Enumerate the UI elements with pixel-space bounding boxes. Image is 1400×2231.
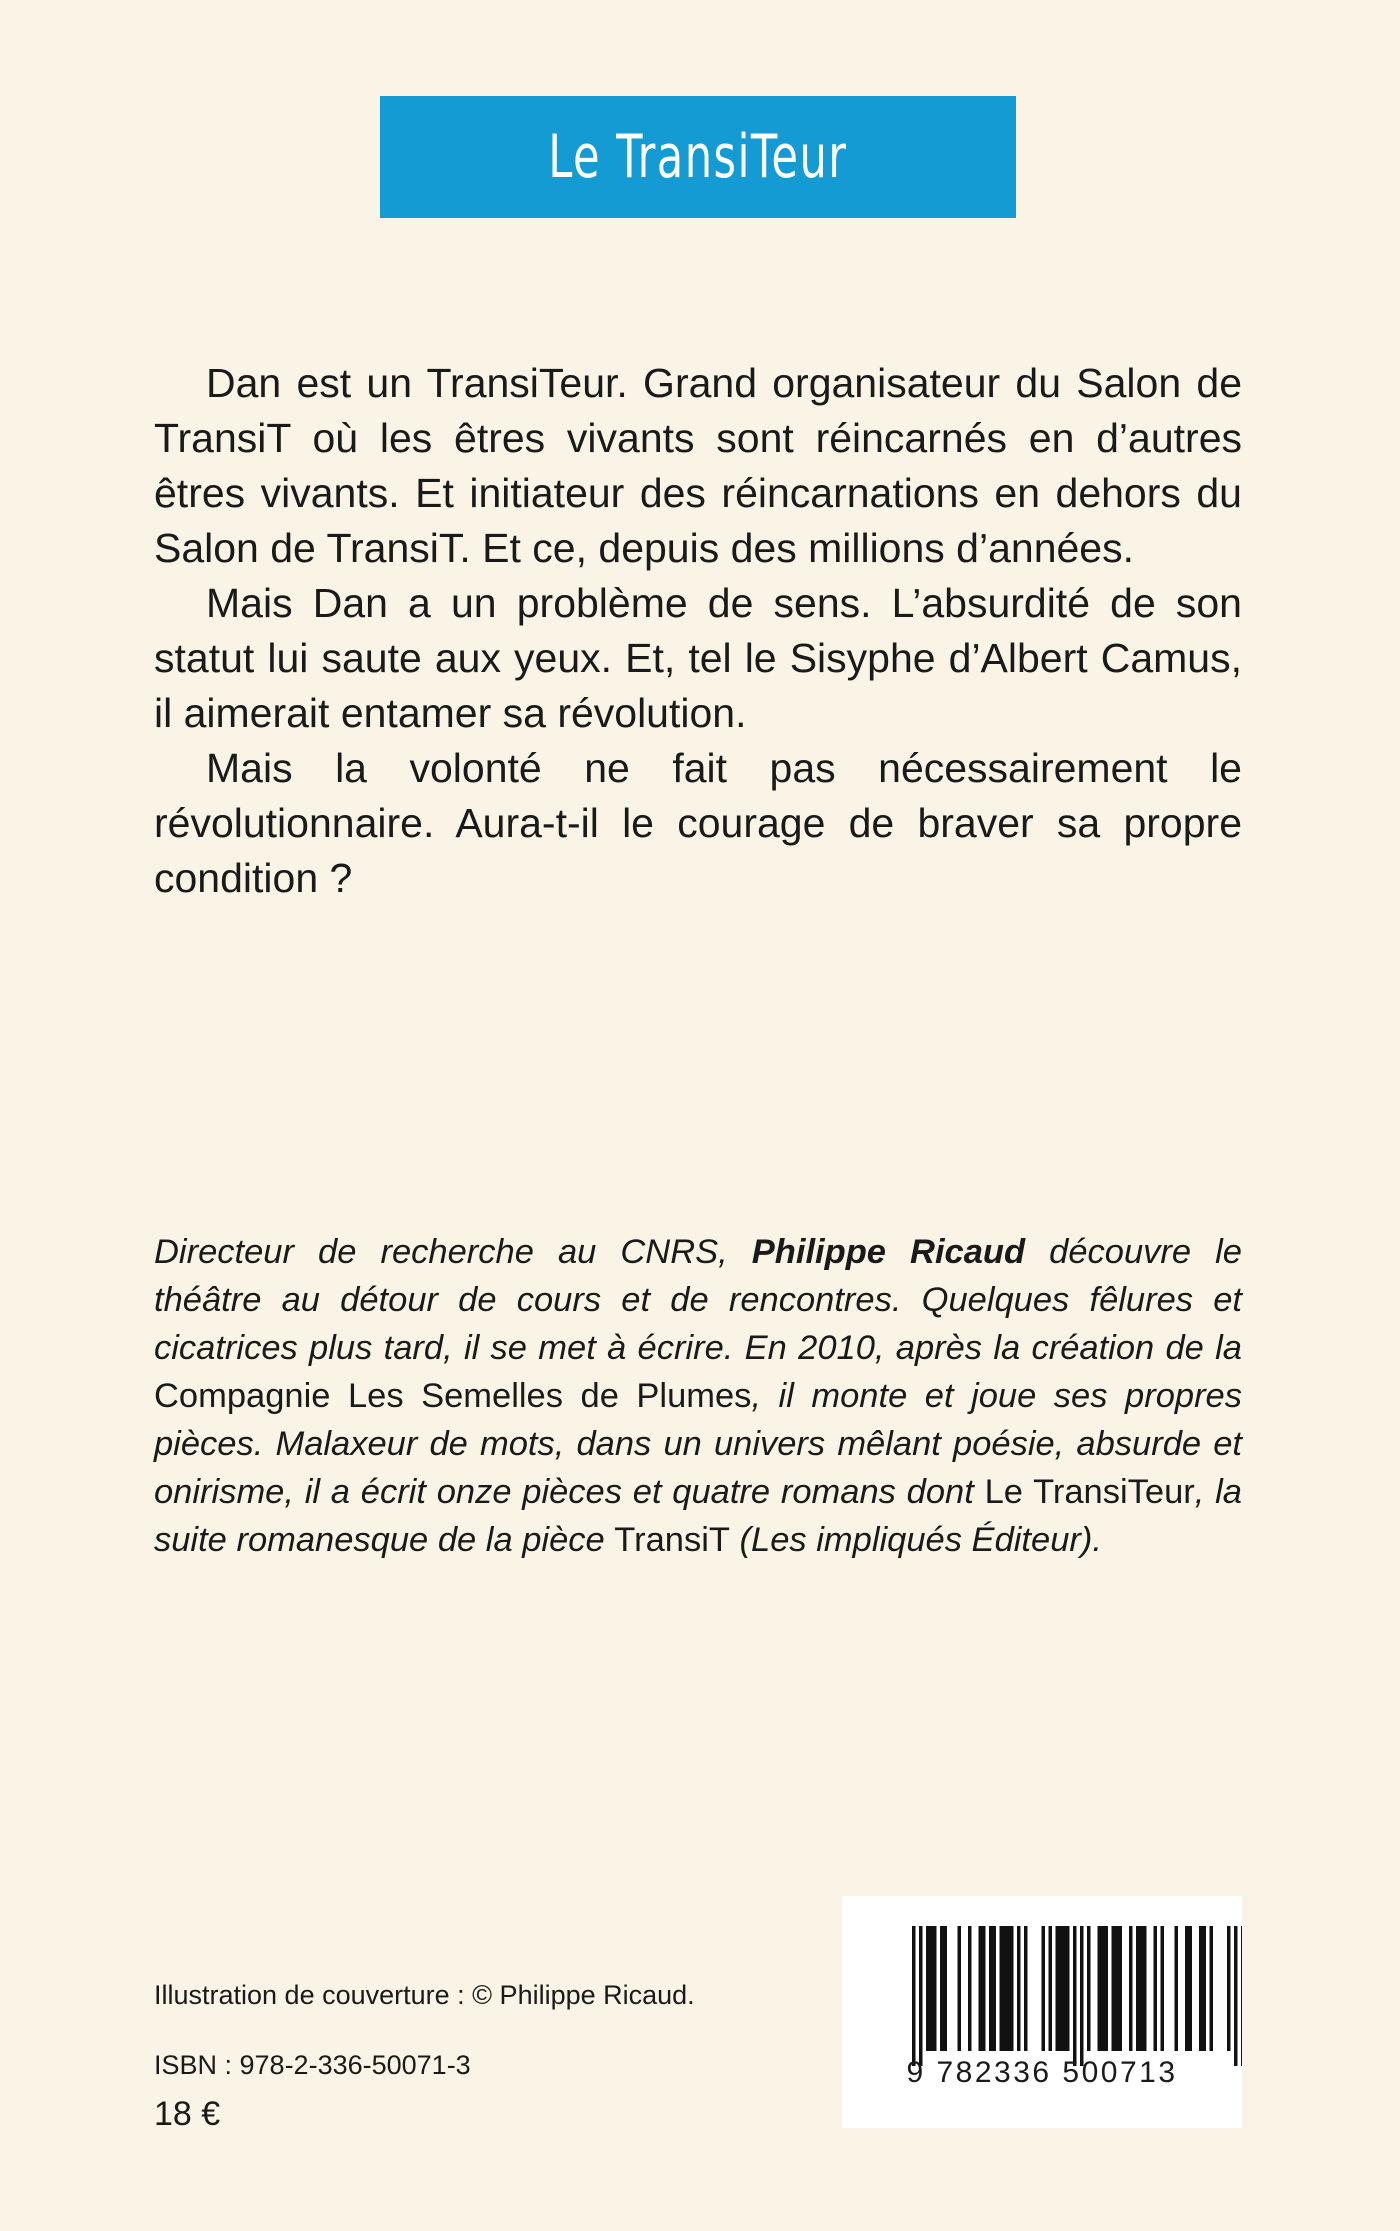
barcode-bar (1143, 1926, 1147, 2051)
illustration-credit: Illustration de couverture : © Philippe Ricaud. (154, 1980, 695, 2010)
barcode-bar (1080, 1926, 1084, 2066)
isbn: ISBN : 978-2-336-50071-3 (154, 2050, 471, 2080)
barcode-bar (993, 1926, 997, 2051)
barcode-bar (968, 1926, 972, 2051)
barcode-icon (842, 1896, 1242, 2128)
barcode-bar (1185, 1926, 1189, 2051)
barcode-bar (1042, 1926, 1046, 2051)
price: 18 € (154, 2095, 221, 2133)
barcode-bar (1199, 1926, 1203, 2051)
barcode-bar (1189, 1926, 1193, 2051)
barcode-bar (1161, 1926, 1165, 2051)
barcode-bar (1105, 1926, 1109, 2051)
barcode-bar (1101, 1926, 1105, 2051)
bio-text: (Les impliqués Éditeur). (729, 1521, 1102, 1559)
play-title-ref: TransiT (614, 1521, 730, 1559)
barcode-bar (1115, 1926, 1119, 2051)
company-name: Compagnie Les Semelles de Plumes (154, 1377, 752, 1415)
back-cover-summary (154, 356, 1242, 906)
barcode-bar (940, 1926, 944, 2051)
book-title-ref: Le TransiTeur (984, 1473, 1195, 1511)
book-title: Le TransiTeur (548, 122, 848, 192)
barcode (842, 1896, 1242, 2128)
barcode-bar (1056, 1926, 1060, 2051)
barcode-bar (912, 1926, 916, 2066)
barcode-bar (1227, 1926, 1231, 2051)
barcode-bar (1234, 1926, 1238, 2066)
barcode-bar (919, 1926, 923, 2066)
barcode-bar (1112, 1926, 1116, 2051)
barcode-bar (1087, 1926, 1091, 2051)
barcode-bar (1059, 1926, 1063, 2051)
bio-text: , il monte et joue ses propres pièces. Malaxeur de mots, dans un univers mêlant poésie, absurde et onirisme, il a écrit onze pièces et quatre romans dont (154, 1377, 1242, 1511)
bio-text: , la suite romanesque de la pièce (154, 1473, 1242, 1559)
barcode-bar (1000, 1926, 1004, 2051)
barcode-bar (1136, 1926, 1140, 2051)
barcode-bar (926, 1926, 930, 2051)
barcode-bar (1049, 1926, 1053, 2051)
bio-text: découvre le théâtre au détour de cours et de rencontres. Quelques fêlures et cicatrices plus tard, il se met à écrire. En 2010, après la création de la (154, 1233, 1242, 1367)
summary-paragraph: Mais Dan a un problème de sens. L’absurdité de son statut lui saute aux yeux. Et, tel le Sisyphe d’Albert Camus, il aimerait entamer sa révolution. (154, 580, 1242, 736)
barcode-bar (1154, 1926, 1158, 2051)
barcode-bar (982, 1926, 986, 2051)
barcode-bar (1063, 1926, 1067, 2051)
barcode-bar (933, 1926, 937, 2051)
barcode-bar (1003, 1926, 1007, 2051)
barcode-bar (1098, 1926, 1102, 2051)
barcode-bar (1017, 1926, 1021, 2051)
barcode-bar (979, 1926, 983, 2051)
author-name: Philippe Ricaud (751, 1233, 1026, 1271)
barcode-bar (1175, 1926, 1179, 2051)
title-band (380, 96, 1016, 218)
barcode-bar (1129, 1926, 1133, 2051)
summary-paragraph: Dan est un TransiTeur. Grand organisateur du Salon de TransiT où les êtres vivants sont réincarnés en d’autres êtres vivants. Et initiateur des réincarnations en dehors du Salon de TransiT. Et ce, depuis des millions d’années. (154, 360, 1242, 571)
summary-paragraph: Mais la volonté ne fait pas nécessairement le révolutionnaire. Aura-t-il le courage de braver sa propre condition ? (154, 745, 1242, 901)
barcode-bar (1140, 1926, 1144, 2051)
barcode-bar (1010, 1926, 1014, 2051)
barcode-bar (958, 1926, 962, 2051)
barcode-bar (1241, 1926, 1242, 2066)
barcode-bar (1007, 1926, 1011, 2051)
barcode-bar (989, 1926, 993, 2051)
author-bio (154, 1228, 1242, 1564)
barcode-bar (1066, 1926, 1070, 2051)
barcode-digits: 9 782336 500713 (906, 2056, 1178, 2089)
barcode-bar (930, 1926, 934, 2051)
barcode-bar (1119, 1926, 1123, 2051)
bio-text: Directeur de recherche au CNRS, (154, 1233, 752, 1271)
barcode-bar (944, 1926, 948, 2051)
barcode-bar (1210, 1926, 1214, 2051)
barcode-bar (1024, 1926, 1028, 2051)
barcode-bar (1073, 1926, 1077, 2066)
barcode-bar (1203, 1926, 1207, 2051)
